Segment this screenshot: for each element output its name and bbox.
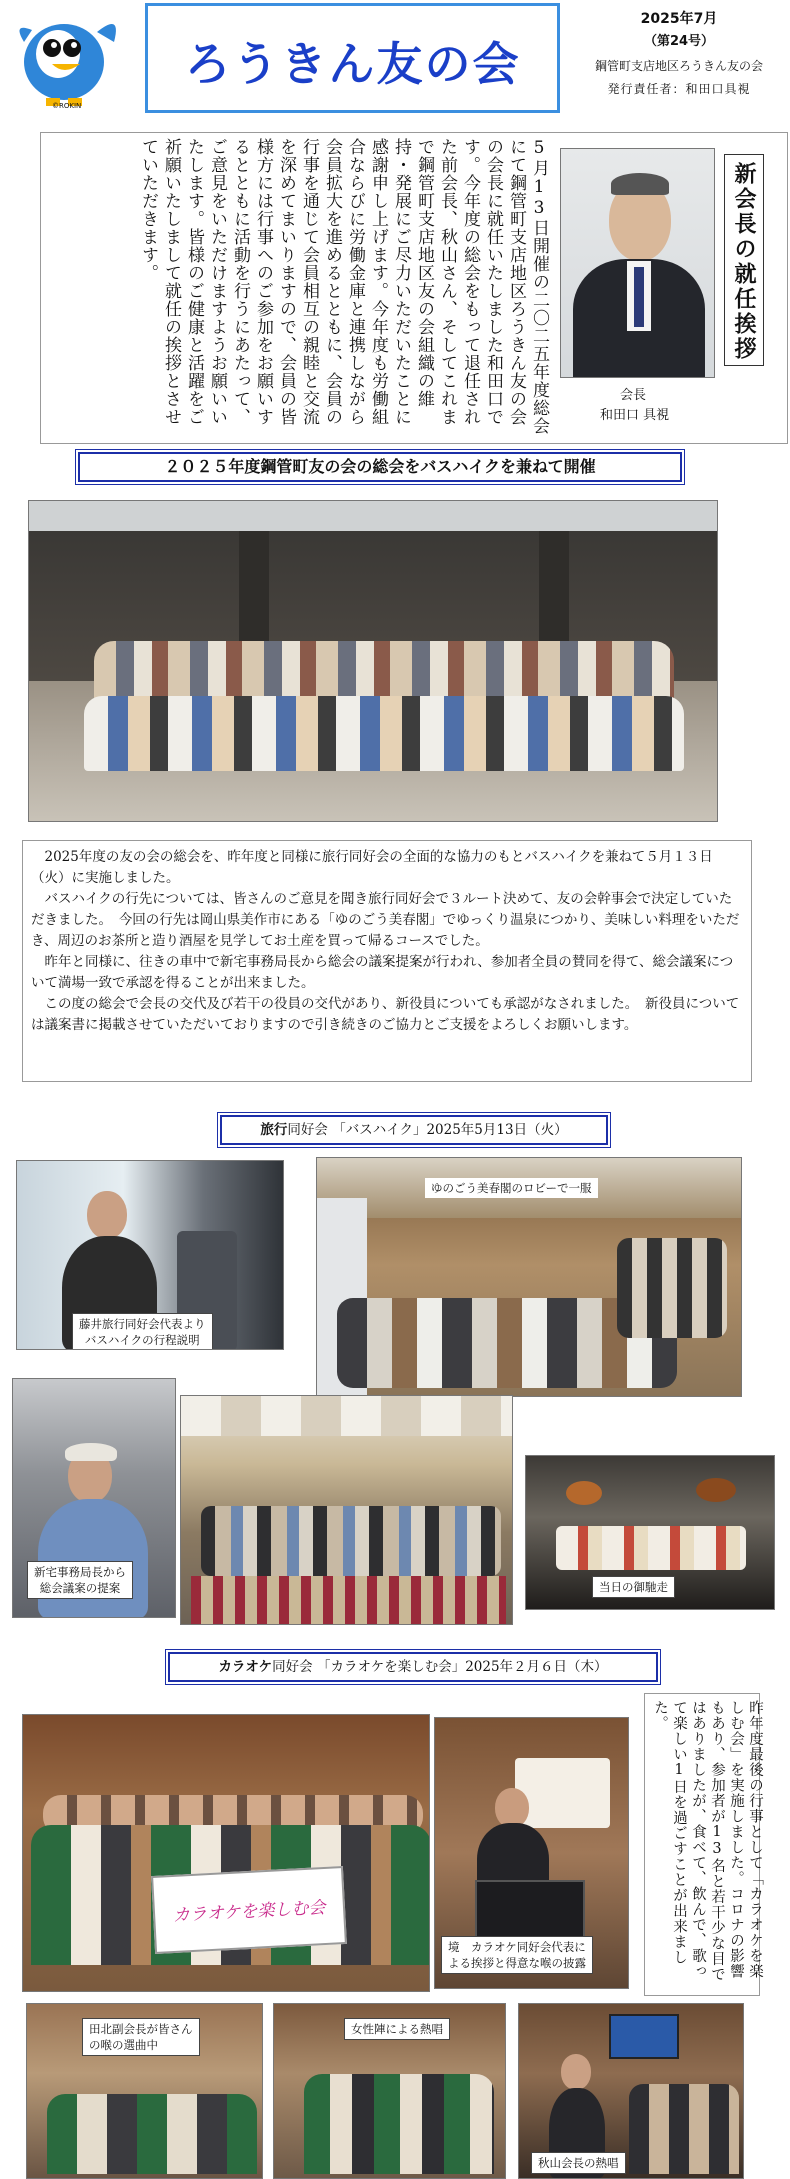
header-info: [570, 6, 788, 110]
dining-hall-photo: [180, 1395, 513, 1625]
chairman-photo: [560, 148, 715, 378]
soukai-text-box: [22, 840, 752, 1082]
publisher: 発行責任者：和田口具視: [607, 82, 751, 96]
women-singing-photo: [273, 2003, 506, 2179]
chairman-role: 会長: [620, 388, 647, 403]
masthead: [145, 3, 560, 113]
bus-talk-photo: [16, 1160, 284, 1350]
karaoke-club-label: カラオケ: [218, 1659, 273, 1675]
soukai-paragraph-4: この度の総会で会長の交代及び若干の役員の交代があり、新役員についても承認がなされました。 新役員については議案書に掲載させていただいておりますので引き続きのご協力とご支援をよろしくお願いします。: [31, 996, 740, 1033]
group-photo: [28, 500, 718, 822]
karaoke-banner-text: カラオケを楽しむ会: [172, 1898, 326, 1926]
lobby-photo: [316, 1157, 742, 1397]
karaoke-title-text: 同好会 「カラオケを楽しむ会」2025年２月６日（木）: [272, 1659, 608, 1675]
women-caption: 女性陣による熱唱: [344, 2018, 450, 2040]
karaoke-banner: [151, 1866, 347, 1954]
greeting-heading: 新会長の就任挨拶: [731, 162, 757, 362]
karaoke-group-photo: [22, 1714, 430, 1992]
page-title: ろうきん友の会: [184, 37, 521, 91]
soukai-paragraph-3: 昨年と同様に、往きの車中で新宅事務局長から総会の議案提案が行われ、参加者全員の賛同を得て、総会議案について満場一致で承認を得ることが出来ました。: [31, 954, 734, 991]
soukai-paragraph-1: 2025年度の友の会の総会を、昨年度と同様に旅行同好会の全面的な協力のもとバスハイクを兼ねて５月１３日（火）に実施しました。: [31, 849, 713, 886]
bus-talk-caption: 藤井旅行同好会代表より バスハイクの行程説明: [72, 1313, 213, 1350]
issue-date: 2025年7月: [640, 11, 718, 27]
travel-title-text: 同好会 「バスハイク」2025年5月13日（火）: [287, 1122, 568, 1138]
issue-number: （第24号）: [643, 34, 715, 49]
org-name: 鋼管町支店地区ろうきん友の会: [594, 59, 763, 73]
sakai-caption: 境 カラオケ同好会代表に よる挨拶と得意な喉の披露: [441, 1936, 593, 1974]
lobby-caption: ゆのごう美春閣のロビーで一服: [425, 1178, 598, 1198]
mascot-logo: [2, 2, 134, 114]
proposal-caption: 新宅事務局長から 総会議案の提案: [27, 1561, 133, 1599]
akiyama-caption: 秋山会長の熱唱: [531, 2152, 626, 2174]
soukai-title: ２０２５年度鋼管町友の会の総会をバスハイクを兼ねて開催: [78, 452, 682, 482]
travel-club-label: 旅行: [260, 1122, 288, 1138]
meal-caption: 当日の御馳走: [592, 1576, 675, 1598]
tabuchi-caption: 田北副会長が皆さん の喉の選曲中: [82, 2018, 200, 2056]
soukai-paragraph-2: バスハイクの行先については、皆さんのご意見を聞き旅行同好会で３ルート決めて、友の会幹事会で決定していただきました。 今回の行先は岡山県美作市にある「ゆのごう美春閣」でゆっくり温泉につかり、美味しい料理をいただき、周辺のお茶所と造り酒屋を見学してお土産を買って帰るコースでした。: [31, 891, 740, 949]
meal-photo: [525, 1455, 775, 1610]
proposal-photo: [12, 1378, 176, 1618]
karaoke-title: [168, 1652, 658, 1682]
sakai-singing-photo: [434, 1717, 629, 1989]
greeting-body: 5月13日開催の二〇二五年度総会にて鋼管町支店地区ろうきん友の会の会長に就任いたしました和田口です。今年度の総会をもって退任された前会長、秋山さん、そしてこれまで鋼管町支店地区友の会組織の維持・発展にご尽力いただいたことに感謝申し上げます。今年度も労働組合ならびに労働金庫と連携しながら会員拡大を進めるとともに、会員の行事を通じて会員相互の親睦と交流を深めてまいりますので、会員の皆様方には行事へのご参加をお願いするとともに活動を行うにあたって、ご意見をいただけますようお願いいたします。皆様のご健康と活躍をご祈願いたしまして就任の挨拶とさせていただきます。: [138, 138, 549, 435]
mascot-mark: ©ROKIN: [52, 102, 82, 110]
chairman-name: 和田口 具視: [600, 408, 670, 423]
travel-title: [220, 1115, 608, 1145]
tabuchi-photo: [26, 2003, 263, 2179]
akiyama-singing-photo: [518, 2003, 744, 2179]
karaoke-text: 昨年度最後の行事として「カラオケを楽しむ会」を実施しました。コロナの影響もあり、参加者が13名と若干少な目ではありましたが、食べて、飲んで、歌って楽しい1日を過ごすことが出来ました。: [652, 1700, 763, 1982]
bird-mascot-icon: [2, 2, 134, 114]
